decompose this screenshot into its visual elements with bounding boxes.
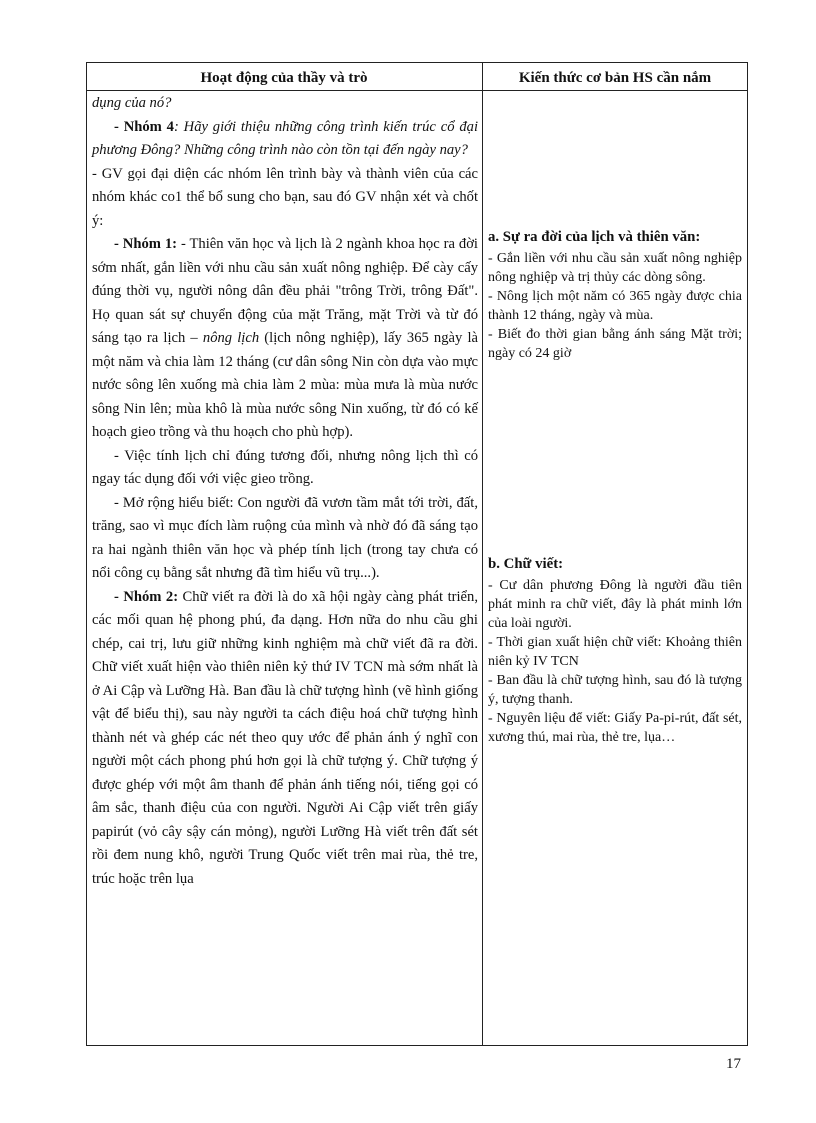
header-left: Hoạt động của thầy và trò [200, 70, 368, 86]
group-2-label: - Nhóm 2: [114, 588, 179, 605]
group-4-text: : Hãy giới thiệu những công trình kiến trúc cổ đại phương Đông? Những công trình nào còn tồn tại đến ngày nay? [92, 118, 478, 158]
section-b-item: - Thời gian xuất hiện chữ viết: Khoảng thiên niên kỷ IV TCN [488, 635, 742, 669]
group-1-label: - Nhóm 1: [114, 236, 178, 252]
teacher-student-activity [92, 92, 478, 891]
page-number: 17 [726, 1056, 741, 1072]
section-b-item: - Nguyên liệu để viết: Giấy Pa-pi-rút, đất sét, xương thú, mai rùa, thẻ tre, lụa… [488, 711, 742, 745]
content-table [86, 62, 748, 1046]
group-4-label: - Nhóm 4 [114, 118, 174, 135]
header-right: Kiến thức cơ bản HS cần nắm [518, 70, 712, 86]
group-1-answer: - Nhóm 1: - Thiên văn học và lịch là 2 ngành khoa học ra đời sớm nhất, gắn liền với nhu cầu sản xuất nông nghiệp. Để cày cấy đúng thời vụ, người nông dân đều phải "trông Trời, trông Đất". Họ quan sát sự chuyển động của mặt Trăng, mặt Trời và từ đó sáng tạo ra lịch – nông lịch (lịch nông nghiệp), lấy 365 ngày là một năm và chia làm 12 tháng (cư dân sông Nin còn dựa vào mực nước sông lên xuống mà chia làm 2 mùa: mùa mưa là mùa nước sông Nin lên; mùa khô là mùa nước sông Nin xuống, từ đó có kế hoạch gieo trồng và thu hoạch cho phù hợp). [92, 236, 478, 440]
section-a-item: - Biết đo thời gian bằng ánh sáng Mặt trời; ngày có 24 giờ [488, 327, 742, 361]
section-b-title: b. Chữ viết: [488, 556, 564, 572]
table-bottom-border [86, 1045, 748, 1046]
group-2-answer: - Nhóm 2: Chữ viết ra đời là do xã hội ngày càng phát triển, các mối quan hệ phong phú, đa dạng. Hơn nữa do nhu cầu ghi chép, cai trị, lưu giữ những kinh nghiệm mà chữ viết đã ra đời. Chữ viết xuất hiện vào thiên niên kỷ thứ IV TCN mà sớm nhất là ở Ai Cập và Lưỡng Hà. Ban đầu là chữ tượng hình (vẽ hình giống vật để biểu thị), sau này người ta cách điệu hoá chữ tượng hình thành nét và ghép các nét theo quy ước để phản ánh ý nghĩ con người một cách phong phú hơn gọi là chữ tượng ý. Chữ tượng ý được ghép với một âm thanh để phản ánh tiếng nói, tiếng gọi có âm sắc, thanh điệu của con người. Người Ai Cập viết trên giấy papirút (vỏ cây sậy cán mỏng), người Lưỡng Hà viết trên đất sét rồi đem nung khô, người Trung Quốc viết trên mai rùa, thẻ tre, trúc hoặc trên lụa [92, 588, 478, 887]
table-top-border [86, 62, 748, 63]
column-divider [482, 62, 483, 1046]
paragraph-continuation: dụng của nó? [92, 95, 172, 111]
section-a-title: a. Sự ra đời của lịch và thiên văn: [488, 229, 701, 245]
core-knowledge [488, 227, 742, 747]
section-b-item: - Cư dân phương Đông là người đầu tiên phát minh ra chữ viết, đây là phát minh lớn của loài người. [488, 578, 742, 631]
gv-instruction: - GV gọi đại diện các nhóm lên trình bày và thành viên của các nhóm khác co1 thể bổ sung cho bạn, sau đó GV nhận xét và chốt ý: [92, 165, 478, 229]
section-a-item: - Nông lịch một năm có 365 ngày được chia thành 12 tháng, ngày và mùa. [488, 289, 742, 323]
header-divider [86, 90, 748, 91]
expand-knowledge: - Mở rộng hiểu biết: Con người đã vươn tầm mắt tới trời, đất, trăng, sao vì mục đích làm ruộng của mình và nhờ đó đã sáng tạo ra hai ngành thiên văn học và phép tính lịch (trong tay chưa có nổi công cụ bằng sắt nhưng đã tìm hiểu vũ trụ...). [92, 494, 478, 581]
calendar-note: - Việc tính lịch chỉ đúng tương đối, nhưng nông lịch thì có ngay tác dụng đối với việc gieo trồng. [92, 447, 478, 487]
group-4-question [92, 116, 478, 163]
section-b-item: - Ban đầu là chữ tượng hình, sau đó là tượng ý, tượng thanh. [488, 673, 742, 707]
right-border [747, 62, 748, 1046]
section-a-item: - Gắn liền với nhu cầu sản xuất nông nghiệp nông nghiệp và trị thủy các dòng sông. [488, 251, 742, 285]
left-border [86, 62, 87, 1046]
